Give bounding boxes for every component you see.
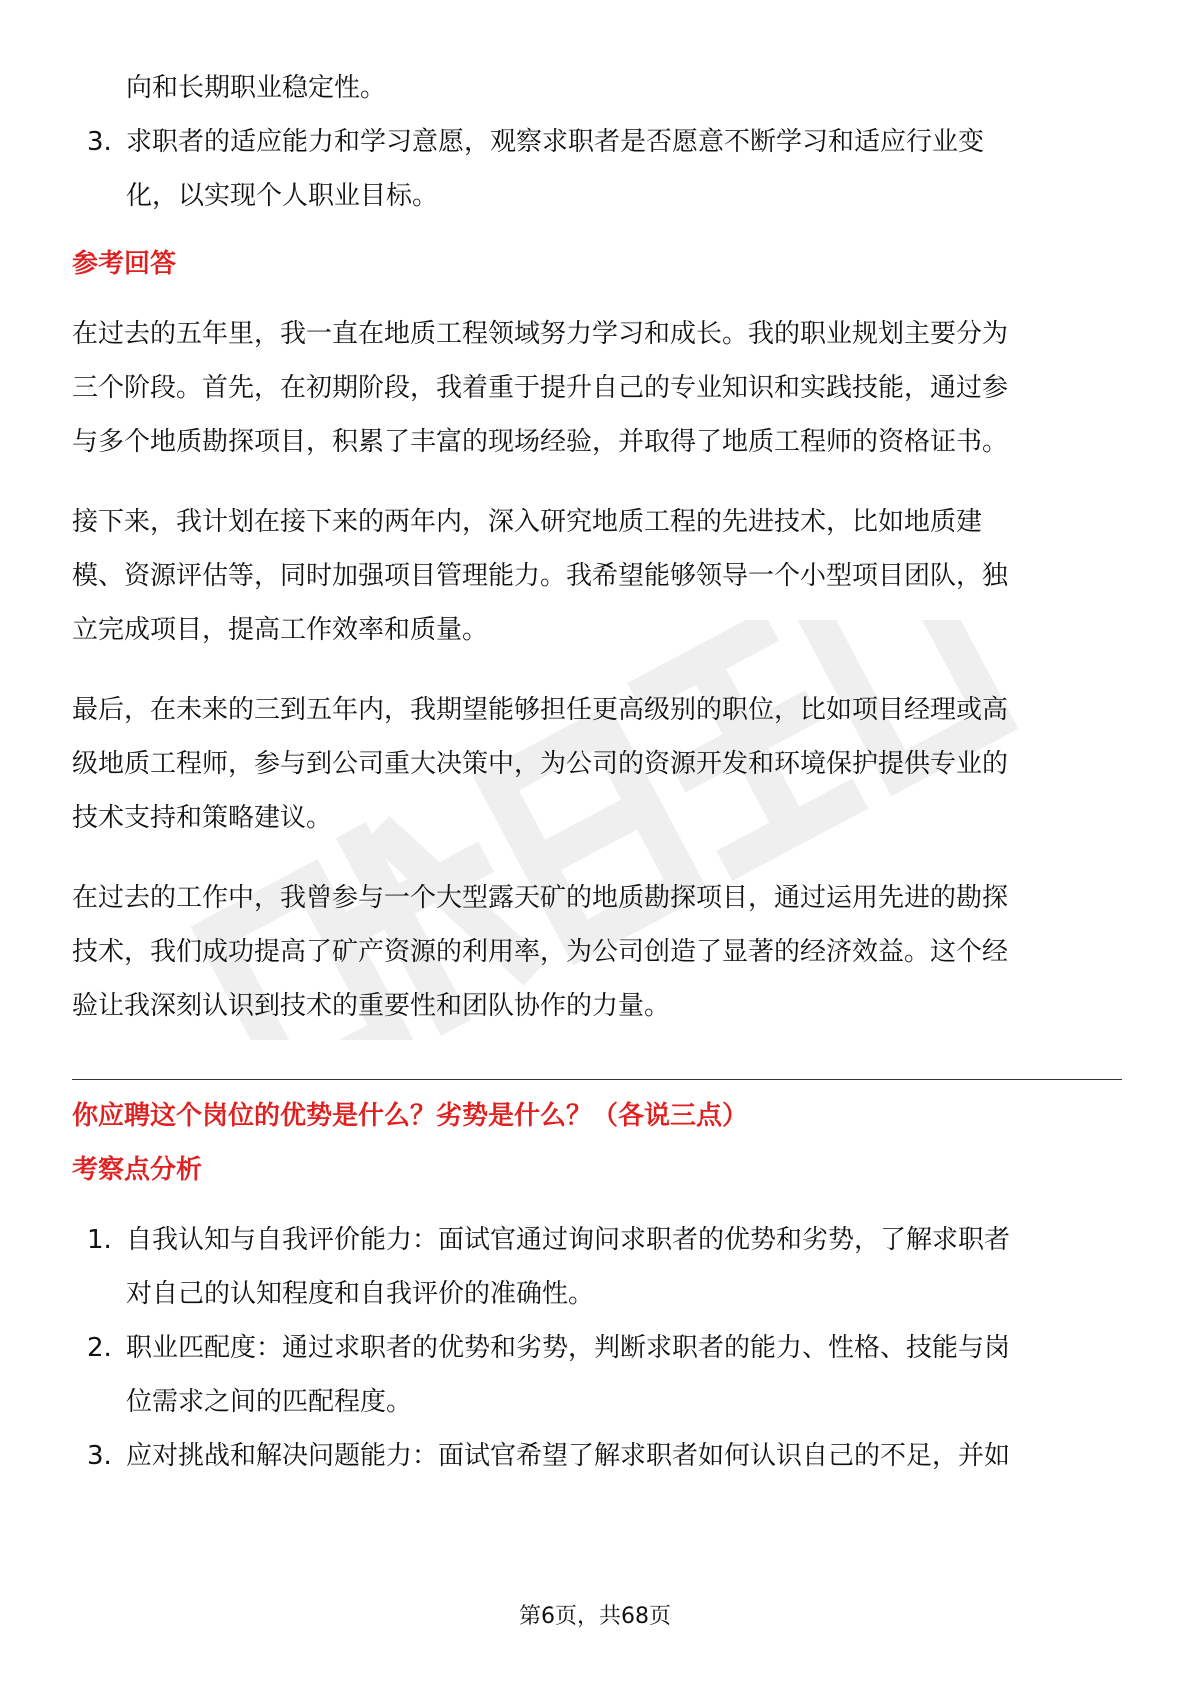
list-item-text: 化，以实现个人职业目标。 bbox=[126, 181, 439, 211]
paragraph-line: 三个阶段。首先，在初期阶段，我着重于提升自己的专业知识和实践技能，通过参 bbox=[72, 373, 1009, 403]
list-item-text: 自我认知与自我评价能力：面试官通过询问求职者的优势和劣势，了解求职者 bbox=[126, 1225, 1011, 1255]
list-item-text: 职业匹配度：通过求职者的优势和劣势，判断求职者的能力、性格、技能与岗 bbox=[126, 1333, 1011, 1363]
paragraph-line: 验让我深刻认识到技术的重要性和团队协作的力量。 bbox=[72, 991, 671, 1021]
paragraph-line: 级地质工程师，参与到公司重大决策中，为公司的资源开发和环境保护提供专业的 bbox=[72, 749, 1009, 779]
list-item-text: 向和长期职业稳定性。 bbox=[126, 73, 387, 103]
list-number: 3. bbox=[87, 127, 112, 157]
paragraph-line: 立完成项目，提高工作效率和质量。 bbox=[72, 615, 489, 645]
section-divider bbox=[72, 1079, 1122, 1080]
list-item-text: 求职者的适应能力和学习意愿，观察求职者是否愿意不断学习和适应行业变 bbox=[126, 127, 985, 157]
list-number: 1. bbox=[87, 1225, 112, 1255]
section-heading: 参考回答 bbox=[72, 249, 177, 279]
list-number: 3. bbox=[87, 1441, 112, 1471]
list-number: 2. bbox=[87, 1333, 112, 1363]
page-number: 第6页，共68页 bbox=[519, 1604, 671, 1629]
paragraph-line: 最后，在未来的三到五年内，我期望能够担任更高级别的职位，比如项目经理或高 bbox=[72, 695, 1009, 725]
paragraph-line: 在过去的五年里，我一直在地质工程领域努力学习和成长。我的职业规划主要分为 bbox=[72, 319, 1009, 349]
question-title: 你应聘这个岗位的优势是什么？劣势是什么？（各说三点） bbox=[72, 1101, 749, 1131]
section-heading: 考察点分析 bbox=[72, 1155, 203, 1185]
paragraph-line: 接下来，我计划在接下来的两年内，深入研究地质工程的先进技术，比如地质建 bbox=[72, 507, 983, 537]
paragraph-line: 技术支持和策略建议。 bbox=[72, 803, 333, 833]
list-item-text: 对自己的认知程度和自我评价的准确性。 bbox=[126, 1279, 595, 1309]
paragraph-line: 技术，我们成功提高了矿产资源的利用率，为公司创造了显著的经济效益。这个经 bbox=[72, 937, 1009, 967]
list-item-text: 应对挑战和解决问题能力：面试官希望了解求职者如何认识自己的不足，并如 bbox=[126, 1441, 1011, 1471]
paragraph-line: 模、资源评估等，同时加强项目管理能力。我希望能够领导一个小型项目团队，独 bbox=[72, 561, 1009, 591]
paragraph-line: 与多个地质勘探项目，积累了丰富的现场经验，并取得了地质工程师的资格证书。 bbox=[72, 427, 1009, 457]
list-item-text: 位需求之间的匹配程度。 bbox=[126, 1387, 413, 1417]
paragraph-line: 在过去的工作中，我曾参与一个大型露天矿的地质勘探项目，通过运用先进的勘探 bbox=[72, 883, 1009, 913]
